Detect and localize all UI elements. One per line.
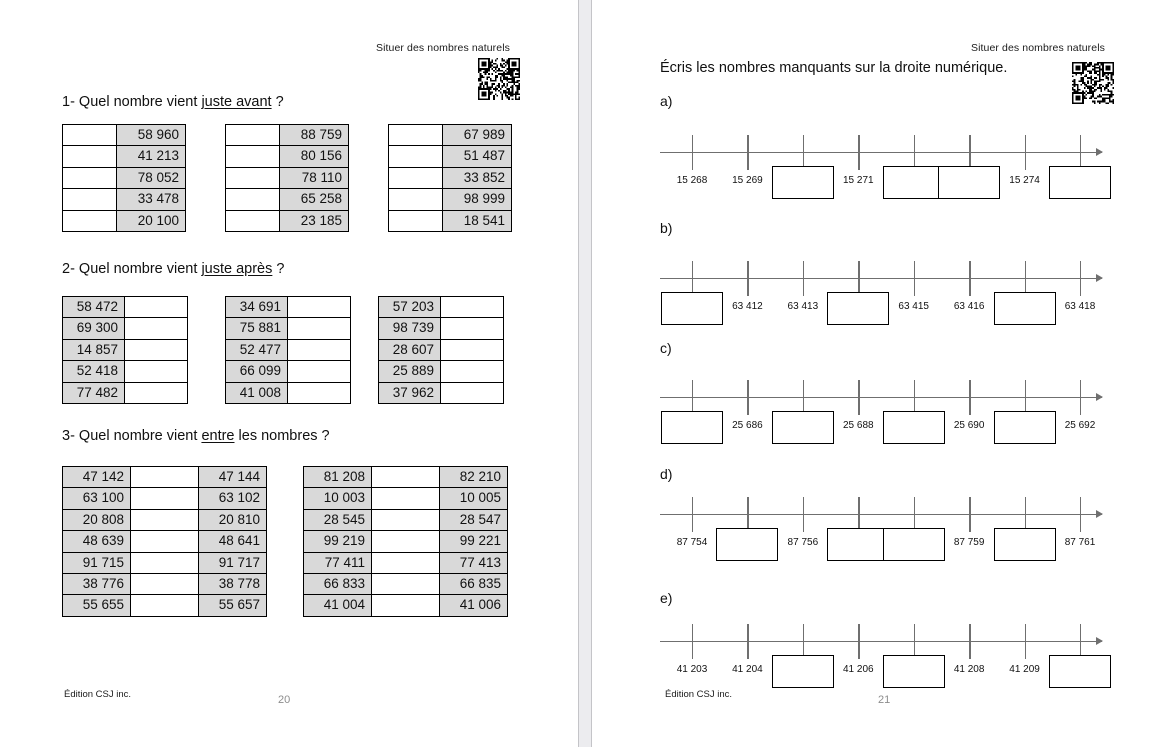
- number-cell: 55 655: [63, 595, 131, 616]
- right-footer-publisher: Édition CSJ inc.: [665, 689, 733, 700]
- number-cell: 41 213: [117, 146, 186, 167]
- answer-cell[interactable]: [389, 146, 443, 167]
- number-cell: 66 835: [440, 574, 508, 595]
- table-row: [379, 339, 504, 360]
- number-cell: 20 808: [63, 509, 131, 530]
- number-cell: 80 156: [280, 146, 349, 167]
- number-cell: 47 142: [63, 467, 131, 488]
- tick-mark: [747, 624, 748, 659]
- number-cell: 48 639: [63, 531, 131, 552]
- answer-cell[interactable]: [389, 125, 443, 146]
- tick-mark: [1025, 261, 1026, 296]
- number-cell: 57 203: [379, 297, 441, 318]
- number-cell: 77 411: [304, 552, 372, 573]
- table-row: [63, 574, 267, 595]
- number-line-b: [660, 252, 1102, 332]
- number-line-letter-e: e): [660, 590, 673, 606]
- right-page-number: 21: [878, 694, 891, 706]
- tick-mark: [692, 135, 693, 170]
- tick-label: 25 688: [842, 420, 874, 431]
- number-cell: 41 006: [440, 595, 508, 616]
- tick-mark: [692, 380, 693, 415]
- tick-label: 15 268: [676, 175, 708, 186]
- exercise-2-prompt: [62, 261, 284, 277]
- number-cell: 77 482: [63, 382, 125, 403]
- answer-cell[interactable]: [63, 146, 117, 167]
- axis-arrowhead-icon: [1096, 148, 1103, 156]
- answer-cell[interactable]: [131, 531, 199, 552]
- tick-mark: [858, 135, 859, 170]
- tick-label: 63 413: [787, 301, 819, 312]
- tick-mark: [803, 380, 804, 415]
- answer-cell[interactable]: [441, 382, 504, 403]
- tick-mark: [803, 261, 804, 296]
- table-row: [63, 146, 186, 167]
- number-line-axis: [660, 278, 1102, 279]
- number-cell: 58 960: [117, 125, 186, 146]
- number-cell: 88 759: [280, 125, 349, 146]
- answer-box[interactable]: [994, 292, 1056, 325]
- table-row: [63, 509, 267, 530]
- number-cell: 63 100: [63, 488, 131, 509]
- tick-mark: [1080, 497, 1081, 532]
- answer-cell[interactable]: [125, 297, 188, 318]
- left-page-number: 20: [278, 694, 291, 706]
- number-cell: 47 144: [199, 467, 267, 488]
- number-cell: 41 008: [226, 382, 288, 403]
- number-cell: 20 810: [199, 509, 267, 530]
- axis-arrowhead-icon: [1096, 393, 1103, 401]
- answer-cell[interactable]: [226, 125, 280, 146]
- table-row: [389, 189, 512, 210]
- answer-cell[interactable]: [63, 125, 117, 146]
- tick-label: 41 208: [953, 664, 985, 675]
- tick-label: 41 204: [732, 664, 763, 675]
- table-row: [63, 189, 186, 210]
- number-cell: 28 607: [379, 339, 441, 360]
- table-row: [304, 488, 508, 509]
- number-cell: 81 208: [304, 467, 372, 488]
- number-cell: 33 852: [443, 167, 512, 188]
- exercise-1-table-2: [225, 124, 349, 232]
- number-cell: 75 881: [226, 318, 288, 339]
- prompt-text: Quel nombre vient: [78, 94, 202, 110]
- number-line-letter-a: a): [660, 93, 673, 109]
- answer-cell[interactable]: [131, 509, 199, 530]
- answer-cell[interactable]: [125, 382, 188, 403]
- table-row: [389, 167, 512, 188]
- tick-label: 87 756: [787, 537, 819, 548]
- tick-label: 41 206: [842, 664, 874, 675]
- answer-cell[interactable]: [372, 595, 440, 616]
- answer-box[interactable]: [827, 528, 889, 561]
- left-page: [0, 0, 578, 747]
- table-row: [63, 382, 188, 403]
- tick-label: 15 271: [842, 175, 874, 186]
- tick-label: 41 203: [676, 664, 708, 675]
- table-row: [226, 297, 351, 318]
- number-cell: 66 099: [226, 361, 288, 382]
- answer-cell[interactable]: [288, 297, 351, 318]
- number-cell: 20 100: [117, 210, 186, 231]
- number-cell: 98 739: [379, 318, 441, 339]
- tick-mark: [803, 624, 804, 659]
- answer-cell[interactable]: [372, 467, 440, 488]
- tick-mark: [692, 624, 693, 659]
- answer-cell[interactable]: [288, 339, 351, 360]
- prompt-keyword: juste avant: [201, 94, 272, 110]
- tick-mark: [858, 261, 859, 296]
- answer-cell[interactable]: [389, 167, 443, 188]
- number-line-a: [660, 126, 1102, 206]
- table-row: [63, 467, 267, 488]
- exercise-1-table-3: [388, 124, 512, 232]
- tick-label: 63 415: [898, 301, 929, 312]
- tick-mark: [914, 135, 915, 170]
- table-row: [304, 595, 508, 616]
- number-line-letter-b: b): [660, 220, 673, 236]
- table-row: [389, 146, 512, 167]
- table-row: [379, 382, 504, 403]
- table-row: [379, 318, 504, 339]
- table-row: [63, 318, 188, 339]
- number-line-d: [660, 488, 1102, 568]
- tick-mark: [914, 624, 915, 659]
- tick-label: 15 269: [732, 175, 763, 186]
- table-row: [63, 297, 188, 318]
- number-cell: 58 472: [63, 297, 125, 318]
- tick-mark: [747, 261, 748, 296]
- answer-cell[interactable]: [63, 189, 117, 210]
- number-cell: 78 052: [117, 167, 186, 188]
- answer-box[interactable]: [827, 292, 889, 325]
- answer-cell[interactable]: [441, 318, 504, 339]
- answer-box[interactable]: [1049, 655, 1111, 688]
- axis-arrowhead-icon: [1096, 637, 1103, 645]
- tick-label: 87 761: [1064, 537, 1096, 548]
- answer-box[interactable]: [716, 528, 778, 561]
- number-cell: 66 833: [304, 574, 372, 595]
- exercise-1-table-1: [62, 124, 186, 232]
- number-cell: 63 102: [199, 488, 267, 509]
- left-footer-publisher: Édition CSJ inc.: [64, 689, 132, 700]
- table-row: [63, 125, 186, 146]
- number-cell: 33 478: [117, 189, 186, 210]
- answer-box[interactable]: [938, 166, 1000, 199]
- tick-mark: [747, 497, 748, 532]
- number-line-axis: [660, 641, 1102, 642]
- answer-cell[interactable]: [288, 318, 351, 339]
- page-gutter: [578, 0, 592, 747]
- answer-box[interactable]: [1049, 166, 1111, 199]
- table-row: [226, 189, 349, 210]
- answer-box[interactable]: [772, 166, 834, 199]
- tick-mark: [1080, 380, 1081, 415]
- number-cell: 38 778: [199, 574, 267, 595]
- number-cell: 55 657: [199, 595, 267, 616]
- table-row: [226, 382, 351, 403]
- number-cell: 48 641: [199, 531, 267, 552]
- axis-arrowhead-icon: [1096, 274, 1103, 282]
- table-row: [389, 210, 512, 231]
- prompt-keyword: entre: [201, 428, 235, 444]
- answer-cell[interactable]: [125, 318, 188, 339]
- tick-label: 25 690: [953, 420, 985, 431]
- answer-box[interactable]: [883, 655, 945, 688]
- prompt-tail: les nombres ?: [234, 428, 330, 444]
- tick-mark: [969, 135, 970, 170]
- number-cell: 34 691: [226, 297, 288, 318]
- table-row: [226, 318, 351, 339]
- tick-mark: [1025, 135, 1026, 170]
- number-line-axis: [660, 397, 1102, 398]
- exercise-2-table-2: [225, 296, 351, 404]
- tick-mark: [914, 380, 915, 415]
- answer-cell[interactable]: [389, 210, 443, 231]
- number-cell: 52 418: [63, 361, 125, 382]
- table-row: [304, 509, 508, 530]
- answer-cell[interactable]: [63, 210, 117, 231]
- number-cell: 98 999: [443, 189, 512, 210]
- gutter-edge-left: [578, 0, 579, 747]
- tick-mark: [969, 497, 970, 532]
- tick-mark: [969, 380, 970, 415]
- table-row: [63, 339, 188, 360]
- exercise-3-prompt: [62, 428, 330, 444]
- number-cell: 65 258: [280, 189, 349, 210]
- table-row: [226, 210, 349, 231]
- number-cell: 23 185: [280, 210, 349, 231]
- number-cell: 25 889: [379, 361, 441, 382]
- tick-label: 63 412: [732, 301, 763, 312]
- answer-box[interactable]: [661, 411, 723, 444]
- answer-cell[interactable]: [372, 574, 440, 595]
- number-cell: 18 541: [443, 210, 512, 231]
- number-cell: 69 300: [63, 318, 125, 339]
- tick-label: 63 416: [953, 301, 985, 312]
- table-row: [63, 210, 186, 231]
- answer-cell[interactable]: [288, 382, 351, 403]
- qr-code-icon[interactable]: [478, 58, 520, 100]
- number-line-c: [660, 371, 1102, 451]
- table-row: [226, 125, 349, 146]
- number-cell: 10 005: [440, 488, 508, 509]
- tick-mark: [1025, 497, 1026, 532]
- tick-mark: [858, 497, 859, 532]
- number-cell: 82 210: [440, 467, 508, 488]
- number-line-axis: [660, 152, 1102, 153]
- tick-mark: [969, 261, 970, 296]
- answer-cell[interactable]: [372, 531, 440, 552]
- table-row: [226, 361, 351, 382]
- exercise-3-table-2: [303, 466, 508, 617]
- answer-cell[interactable]: [125, 361, 188, 382]
- number-cell: 51 487: [443, 146, 512, 167]
- answer-cell[interactable]: [63, 167, 117, 188]
- answer-cell[interactable]: [389, 189, 443, 210]
- tick-label: 87 754: [676, 537, 708, 548]
- table-row: [226, 146, 349, 167]
- tick-label: 15 274: [1009, 175, 1040, 186]
- tick-mark: [692, 261, 693, 296]
- answer-cell[interactable]: [372, 509, 440, 530]
- number-cell: 99 221: [440, 531, 508, 552]
- exercise-1-prompt: [62, 94, 284, 110]
- table-row: [304, 467, 508, 488]
- tick-mark: [803, 135, 804, 170]
- answer-cell[interactable]: [226, 210, 280, 231]
- answer-box[interactable]: [883, 166, 945, 199]
- right-page: [592, 0, 1171, 747]
- answer-cell[interactable]: [131, 488, 199, 509]
- number-line-letter-c: c): [660, 340, 672, 356]
- answer-cell[interactable]: [441, 339, 504, 360]
- tick-mark: [914, 261, 915, 296]
- prompt-text: Quel nombre vient: [78, 428, 202, 444]
- answer-cell[interactable]: [125, 339, 188, 360]
- exercise-instruction: Écris les nombres manquants sur la droite numérique.: [660, 60, 1008, 76]
- table-row: [63, 552, 267, 573]
- tick-mark: [747, 380, 748, 415]
- table-row: [304, 531, 508, 552]
- exercise-number: 1-: [62, 94, 79, 110]
- tick-mark: [747, 135, 748, 170]
- answer-cell[interactable]: [372, 488, 440, 509]
- tick-label: 87 759: [953, 537, 985, 548]
- number-cell: 78 110: [280, 167, 349, 188]
- tick-label: 41 209: [1009, 664, 1040, 675]
- table-row: [379, 361, 504, 382]
- number-cell: 67 989: [443, 125, 512, 146]
- answer-cell[interactable]: [288, 361, 351, 382]
- left-page-header: Situer des nombres naturels: [375, 42, 510, 54]
- answer-box[interactable]: [772, 411, 834, 444]
- number-cell: 28 545: [304, 509, 372, 530]
- exercise-3-table-1: [62, 466, 267, 617]
- number-cell: 99 219: [304, 531, 372, 552]
- tick-mark: [858, 624, 859, 659]
- prompt-keyword: juste après: [201, 261, 273, 277]
- exercise-number: 3-: [62, 428, 79, 444]
- tick-mark: [803, 497, 804, 532]
- tick-mark: [1080, 261, 1081, 296]
- table-row: [226, 339, 351, 360]
- answer-cell[interactable]: [441, 297, 504, 318]
- tick-label: 25 686: [732, 420, 763, 431]
- number-cell: 91 717: [199, 552, 267, 573]
- answer-cell[interactable]: [372, 552, 440, 573]
- number-line-e: [660, 615, 1102, 695]
- answer-cell[interactable]: [131, 552, 199, 573]
- tick-label: 25 692: [1064, 420, 1096, 431]
- number-cell: 10 003: [304, 488, 372, 509]
- number-cell: 38 776: [63, 574, 131, 595]
- number-cell: 41 004: [304, 595, 372, 616]
- tick-mark: [858, 380, 859, 415]
- tick-mark: [1025, 380, 1026, 415]
- number-cell: 14 857: [63, 339, 125, 360]
- table-row: [63, 595, 267, 616]
- tick-mark: [692, 497, 693, 532]
- number-cell: 28 547: [440, 509, 508, 530]
- tick-mark: [914, 497, 915, 532]
- tick-label: 63 418: [1064, 301, 1096, 312]
- answer-cell[interactable]: [131, 574, 199, 595]
- number-cell: 52 477: [226, 339, 288, 360]
- tick-mark: [1080, 135, 1081, 170]
- prompt-tail: ?: [271, 94, 284, 110]
- table-row: [304, 574, 508, 595]
- answer-box[interactable]: [661, 292, 723, 325]
- tick-mark: [969, 624, 970, 659]
- answer-box[interactable]: [994, 411, 1056, 444]
- exercise-2-table-1: [62, 296, 188, 404]
- axis-arrowhead-icon: [1096, 510, 1103, 518]
- answer-box[interactable]: [883, 411, 945, 444]
- prompt-text: Quel nombre vient: [78, 261, 202, 277]
- table-row: [63, 167, 186, 188]
- answer-box[interactable]: [772, 655, 834, 688]
- tick-mark: [1080, 624, 1081, 659]
- answer-cell[interactable]: [131, 595, 199, 616]
- number-line-letter-d: d): [660, 466, 673, 482]
- answer-cell[interactable]: [226, 189, 280, 210]
- answer-cell[interactable]: [226, 167, 280, 188]
- tick-mark: [1025, 624, 1026, 659]
- qr-code-icon[interactable]: [1072, 62, 1114, 104]
- number-line-axis: [660, 514, 1102, 515]
- number-cell: 37 962: [379, 382, 441, 403]
- number-cell: 77 413: [440, 552, 508, 573]
- right-page-header: Situer des nombres naturels: [970, 42, 1105, 54]
- table-row: [304, 552, 508, 573]
- answer-cell[interactable]: [131, 467, 199, 488]
- answer-cell[interactable]: [226, 146, 280, 167]
- table-row: [63, 361, 188, 382]
- table-row: [379, 297, 504, 318]
- answer-box[interactable]: [994, 528, 1056, 561]
- table-row: [63, 531, 267, 552]
- table-row: [389, 125, 512, 146]
- exercise-2-table-3: [378, 296, 504, 404]
- table-row: [226, 167, 349, 188]
- answer-box[interactable]: [883, 528, 945, 561]
- answer-cell[interactable]: [441, 361, 504, 382]
- exercise-number: 2-: [62, 261, 79, 277]
- table-row: [63, 488, 267, 509]
- prompt-tail: ?: [272, 261, 285, 277]
- number-cell: 91 715: [63, 552, 131, 573]
